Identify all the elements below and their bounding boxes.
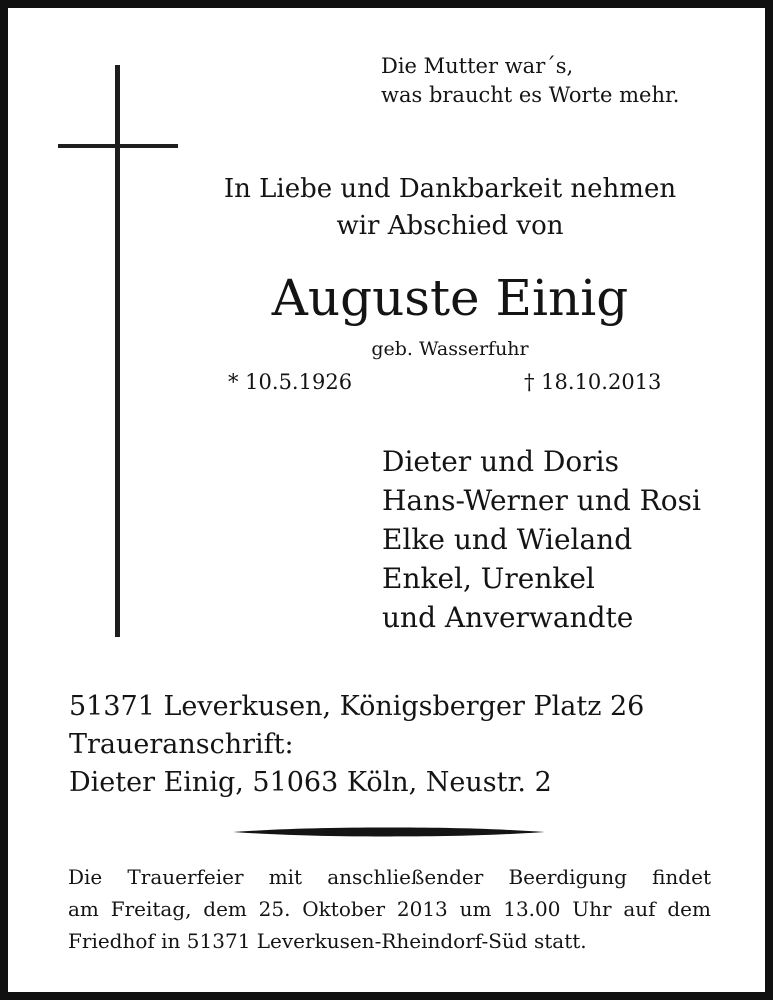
mourner-line: Elke und Wieland bbox=[382, 523, 633, 556]
divider-ornament bbox=[233, 827, 545, 837]
ceremony-line: am Freitag, dem 25. Oktober 2013 um 13.00 Uhr auf dem bbox=[68, 897, 711, 921]
address-line: Traueranschrift: bbox=[69, 729, 294, 760]
death-date: † 18.10.2013 bbox=[524, 370, 662, 394]
ceremony-info bbox=[68, 861, 711, 957]
memorial-quote bbox=[381, 52, 679, 110]
mourner-line: und Anverwandte bbox=[382, 601, 634, 634]
mourner-line: Hans-Werner und Rosi bbox=[382, 484, 701, 517]
cross-vertical-beam bbox=[115, 65, 120, 637]
farewell-intro bbox=[200, 171, 700, 245]
ceremony-line: Friedhof in 51371 Leverkusen-Rheindorf-Süd statt. bbox=[68, 929, 587, 953]
ceremony-line: Die Trauerfeier mit anschließender Beerdigung findet bbox=[68, 865, 711, 889]
birth-date: * 10.5.1926 bbox=[228, 370, 353, 394]
mourner-line: Enkel, Urenkel bbox=[382, 562, 595, 595]
address-line: Dieter Einig, 51063 Köln, Neustr. 2 bbox=[69, 767, 552, 798]
mourner-line: Dieter und Doris bbox=[382, 445, 619, 478]
maiden-name: geb. Wasserfuhr bbox=[371, 338, 529, 360]
cross-horizontal-beam bbox=[58, 144, 178, 148]
address-block bbox=[69, 688, 644, 802]
quote-line: was braucht es Worte mehr. bbox=[381, 83, 680, 107]
deceased-name: Auguste Einig bbox=[271, 269, 629, 327]
intro-line: In Liebe und Dankbarkeit nehmen bbox=[223, 174, 677, 204]
intro-line: wir Abschied von bbox=[336, 211, 564, 241]
quote-line: Die Mutter war´s, bbox=[381, 54, 574, 78]
mourners-list bbox=[382, 442, 701, 637]
address-line: 51371 Leverkusen, Königsberger Platz 26 bbox=[69, 691, 645, 722]
